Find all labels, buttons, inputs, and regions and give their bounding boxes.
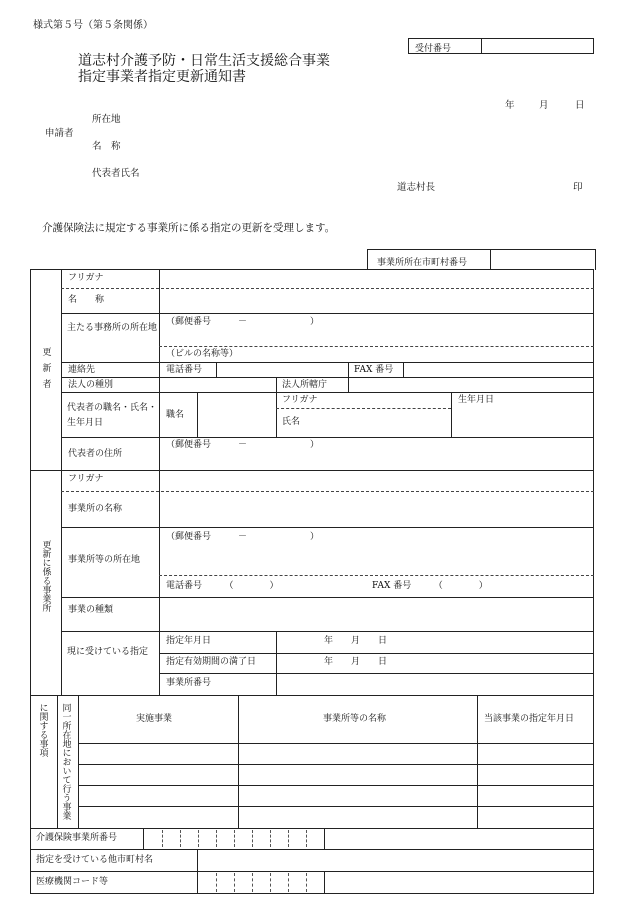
seal-mark: 印 bbox=[573, 182, 583, 193]
office-postal-text: （郵便番号 － ） bbox=[166, 532, 320, 542]
date-month: 月 bbox=[539, 100, 549, 111]
same-location-outer-label: に関する事項 bbox=[37, 703, 48, 757]
updater-job-title-label: 職名 bbox=[166, 410, 185, 420]
updater-rep-address-label: 代表者の住所 bbox=[68, 449, 123, 459]
office-business-type-label: 事業の種類 bbox=[68, 605, 114, 615]
same-location-col-designation-date: 当該事業の指定年月日 bbox=[484, 714, 575, 724]
updater-name-label: 名 称 bbox=[68, 295, 105, 305]
office-current-designation-label: 現に受けている指定 bbox=[67, 647, 149, 657]
updater-rep-postal-text: （郵便番号 － ） bbox=[166, 440, 320, 450]
receipt-number-label: 受付番号 bbox=[415, 44, 452, 54]
updater-corp-type-label: 法人の種別 bbox=[68, 380, 114, 390]
care-insurance-no-field[interactable] bbox=[144, 829, 324, 848]
other-municipality-field[interactable] bbox=[198, 850, 593, 870]
issuer-name: 道志村長 bbox=[397, 182, 436, 193]
office-side-label: 更新に係る事業所 bbox=[40, 540, 51, 612]
updater-corp-authority-label: 法人所轄庁 bbox=[282, 380, 328, 390]
same-location-inner-label: 同一所在地において行う事業 bbox=[60, 703, 71, 820]
office-phone-text: 電話番号 （ ） bbox=[166, 581, 279, 591]
office-name-label: 事業所の名称 bbox=[68, 504, 123, 514]
updater-side-label: 更新者 bbox=[40, 347, 51, 395]
updater-fax-label: FAX 番号 bbox=[354, 365, 394, 375]
updater-building-text: （ビルの名称等） bbox=[166, 349, 239, 359]
updater-furigana-label: フリガナ bbox=[68, 273, 104, 283]
title-line-1: 道志村介護予防・日常生活支援総合事業 bbox=[78, 53, 330, 69]
municipality-code-box bbox=[367, 249, 596, 270]
office-validity-end-value: 年 月 日 bbox=[324, 657, 388, 667]
updater-rep-furigana-label: フリガナ bbox=[282, 395, 318, 405]
municipality-code-label: 事業所所在市町村番号 bbox=[377, 258, 468, 268]
date-year: 年 bbox=[505, 100, 515, 111]
statement-text: 介護保険法に規定する事業所に係る指定の更新を受理します。 bbox=[42, 222, 336, 234]
same-location-col-implemented: 実施事業 bbox=[136, 714, 173, 724]
municipality-code-field[interactable] bbox=[490, 250, 491, 270]
receipt-number-field[interactable] bbox=[481, 39, 482, 53]
office-location-label: 事業所等の所在地 bbox=[68, 555, 141, 565]
updater-contact-label: 連絡先 bbox=[68, 365, 96, 375]
form-number: 様式第５号（第５条関係） bbox=[33, 20, 153, 31]
other-municipality-label: 指定を受けている他市町村名 bbox=[36, 855, 154, 865]
same-location-col-office-name: 事業所等の名称 bbox=[323, 714, 387, 724]
care-insurance-no-label: 介護保険事業所番号 bbox=[36, 833, 118, 843]
office-fax-text: FAX 番号 （ ） bbox=[372, 581, 488, 591]
applicant-address-label: 所在地 bbox=[92, 114, 121, 125]
updater-rep-name-label: 氏名 bbox=[282, 417, 301, 427]
applicant-name-label: 名 称 bbox=[92, 141, 121, 152]
date-day: 日 bbox=[575, 100, 585, 111]
office-designation-date-label: 指定年月日 bbox=[166, 636, 212, 646]
receipt-number-box bbox=[408, 38, 594, 54]
updater-main-office-label: 主たる事務所の所在地 bbox=[67, 323, 158, 333]
updater-birthdate-label: 生年月日 bbox=[458, 395, 495, 405]
updater-rep-title-name-label: 代表者の職名・氏名・生年月日 bbox=[67, 403, 158, 428]
updater-postal-text: （郵便番号 － ） bbox=[166, 317, 320, 327]
medical-code-label: 医療機関コード等 bbox=[36, 877, 109, 887]
applicant-label: 申請者 bbox=[45, 128, 74, 139]
office-number-label: 事業所番号 bbox=[166, 678, 212, 688]
title-line-2: 指定事業者指定更新通知書 bbox=[78, 69, 246, 85]
updater-phone-label: 電話番号 bbox=[166, 365, 203, 375]
office-furigana-label: フリガナ bbox=[68, 474, 104, 484]
office-designation-date-value: 年 月 日 bbox=[324, 636, 388, 646]
medical-code-field[interactable] bbox=[198, 872, 324, 893]
applicant-representative-label: 代表者氏名 bbox=[92, 168, 140, 179]
office-validity-end-label: 指定有効期間の満了日 bbox=[166, 657, 257, 667]
